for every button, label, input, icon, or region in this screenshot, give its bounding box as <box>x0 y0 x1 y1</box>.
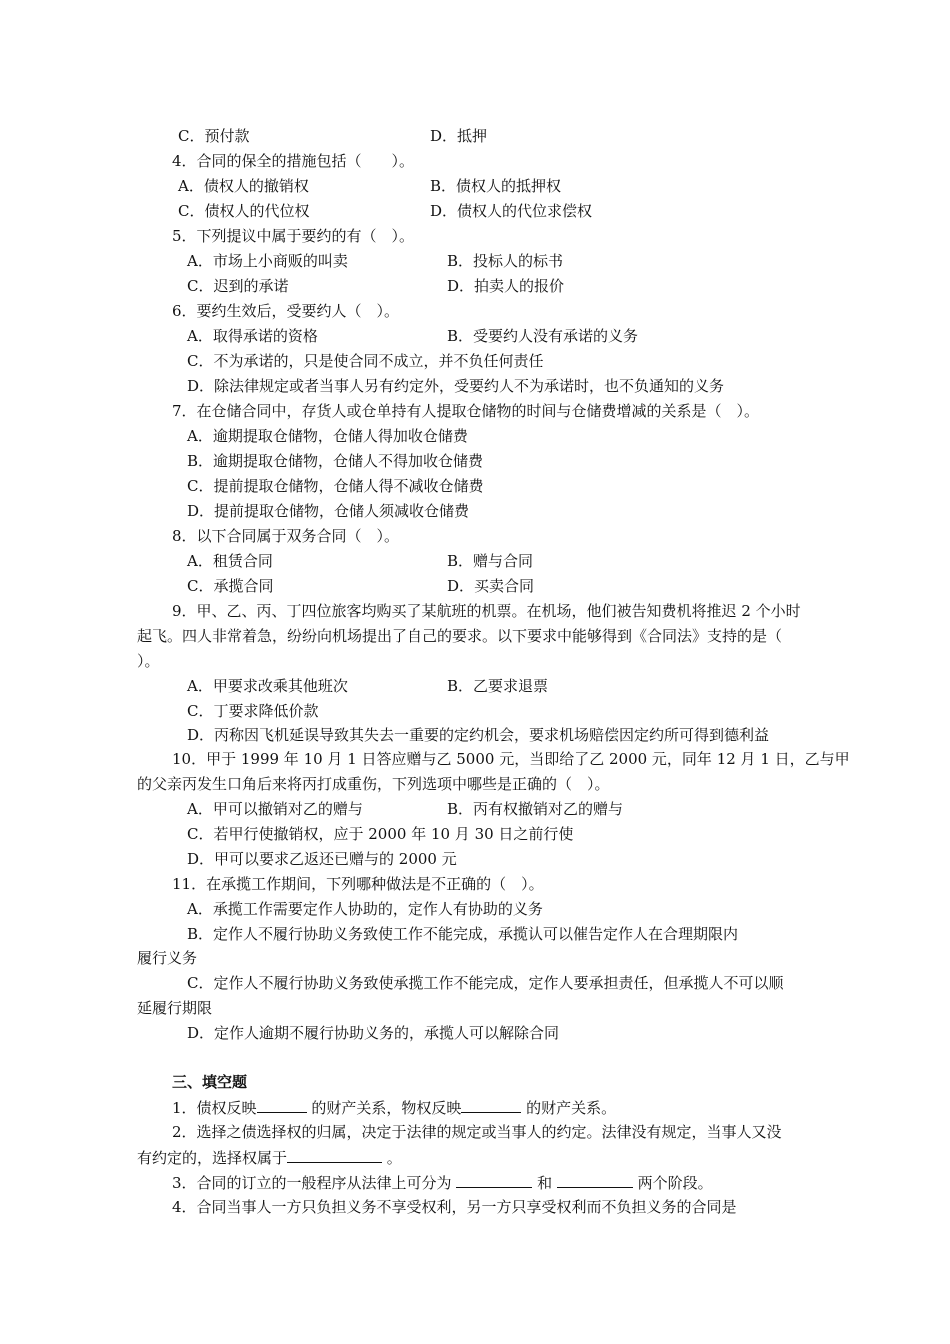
option-q9-d: D．丙称因飞机延误导致其失去一重要的定约机会，要求机场赔偿因定约所可得到德利益 <box>187 726 770 744</box>
fill-2-text-b: 。 <box>382 1149 402 1167</box>
option-q8-a: A．租赁合同 <box>187 552 273 570</box>
fill-question-1 <box>172 1096 616 1119</box>
fill-3-text-b: 和 <box>532 1174 557 1192</box>
fill-question-4: 4．合同当事人一方只负担义务不享受权利，另一方只享受权利而不负担义务的合同是 <box>172 1198 737 1216</box>
option-q4-d: D．债权人的代位求偿权 <box>430 202 593 220</box>
option-q6-a: A．取得承诺的资格 <box>187 327 318 345</box>
option-q11-c-line-2: 延履行期限 <box>137 999 213 1017</box>
option-q4-c: C．债权人的代位权 <box>178 202 310 220</box>
option-q11-b-line-1: B．定作人不履行协助义务致使工作不能完成，承揽认可以催告定作人在合理期限内 <box>187 925 739 943</box>
option-q9-a: A．甲要求改乘其他班次 <box>187 677 348 695</box>
question-9-line-2: 起飞。四人非常着急，纷纷向机场提出了自己的要求。以下要求中能够得到《合同法》支持的是（ <box>137 627 783 645</box>
option-q11-b-line-2: 履行义务 <box>137 949 198 967</box>
option-q7-a: A．逾期提取仓储物，仓储人得加收仓储费 <box>187 427 468 445</box>
option-q8-b: B．赠与合同 <box>447 552 534 570</box>
question-8: 8．以下合同属于双务合同（ ）。 <box>172 527 400 545</box>
question-10-line-2: 的父亲丙发生口角后来将丙打成重伤，下列选项中哪些是正确的（ ）。 <box>137 775 610 793</box>
answer-blank <box>557 1171 633 1188</box>
option-q4-a: A．债权人的撤销权 <box>178 177 309 195</box>
option-q7-c: C．提前提取仓储物，仓储人得不减收仓储费 <box>187 477 484 495</box>
option-q11-d: D．定作人逾期不履行协助义务的，承揽人可以解除合同 <box>187 1024 560 1042</box>
option-q5-b: B．投标人的标书 <box>447 252 564 270</box>
answer-blank <box>456 1171 532 1188</box>
fill-question-3 <box>172 1171 713 1194</box>
question-9-line-3: ）。 <box>137 652 160 670</box>
fill-1-text-a: 1．债权反映 <box>172 1099 257 1117</box>
option-q6-b: B．受要约人没有承诺的义务 <box>447 327 639 345</box>
option-q4-b: B．债权人的抵押权 <box>430 177 562 195</box>
option-q7-d: D．提前提取仓储物，仓储人须减收仓储费 <box>187 502 470 520</box>
option-q5-c: C．迟到的承诺 <box>187 277 289 295</box>
section-heading: 三、填空题 <box>172 1073 248 1091</box>
fill-question-2-line-2 <box>137 1146 402 1169</box>
option-q10-d: D．甲可以要求乙返还已赠与的 2000 元 <box>187 850 457 868</box>
question-6: 6．要约生效后，受要约人（ ）。 <box>172 302 400 320</box>
question-7: 7．在仓储合同中，存货人或仓单持有人提取仓储物的时间与仓储费增减的关系是（ ）。 <box>172 402 760 420</box>
question-9-line-1: 9．甲、乙、丙、丁四位旅客均购买了某航班的机票。在机场，他们被告知费机将推迟 2 个小时 <box>172 602 801 620</box>
option-q9-b: B．乙要求退票 <box>447 677 549 695</box>
fill-1-text-c: 的财产关系。 <box>521 1099 617 1117</box>
option-q5-d: D．拍卖人的报价 <box>447 277 565 295</box>
option-q10-a: A．甲可以撤销对乙的赠与 <box>187 800 363 818</box>
option-q6-c: C．不为承诺的，只是使合同不成立，并不负任何责任 <box>187 352 544 370</box>
option-q11-c-line-1: C．定作人不履行协助义务致使承揽工作不能完成，定作人要承担责任，但承揽人不可以顺 <box>187 974 784 992</box>
fill-question-2-line-1: 2．选择之债选择权的归属，决定于法律的规定或当事人的约定。法律没有规定，当事人又没 <box>172 1123 782 1141</box>
question-5: 5．下列提议中属于要约的有（ ）。 <box>172 227 415 245</box>
fill-3-text-a: 3．合同的订立的一般程序从法律上可分为 <box>172 1174 457 1192</box>
answer-blank <box>461 1096 521 1113</box>
question-11: 11．在承揽工作期间，下列哪种做法是不正确的（ ）。 <box>172 875 544 893</box>
answer-blank <box>287 1146 382 1163</box>
fill-3-text-c: 两个阶段。 <box>632 1174 713 1192</box>
question-4: 4．合同的保全的措施包括（ ）。 <box>172 152 415 170</box>
option-q6-d: D．除法律规定或者当事人另有约定外，受要约人不为承诺时，也不负通知的义务 <box>187 377 725 395</box>
option-q7-b: B．逾期提取仓储物，仓储人不得加收仓储费 <box>187 452 484 470</box>
answer-blank <box>257 1096 307 1113</box>
fill-1-text-b: 的财产关系，物权反映 <box>306 1099 462 1117</box>
option-q8-d: D．买卖合同 <box>447 577 535 595</box>
option-q10-b: B．丙有权撤销对乙的赠与 <box>447 800 624 818</box>
option-q9-c: C．丁要求降低价款 <box>187 702 319 720</box>
option-q3-d: D．抵押 <box>430 127 488 145</box>
option-q10-c: C．若甲行使撤销权，应于 2000 年 10 月 30 日之前行使 <box>187 825 574 843</box>
option-q5-a: A．市场上小商贩的叫卖 <box>187 252 348 270</box>
question-10-line-1: 10．甲于 1999 年 10 月 1 日答应赠与乙 5000 元，当即给了乙 2000 元，同年 12 月 1 日，乙与甲 <box>172 750 850 768</box>
fill-2-text-a: 有约定的，选择权属于 <box>137 1149 288 1167</box>
option-q11-a: A．承揽工作需要定作人协助的，定作人有协助的义务 <box>187 900 543 918</box>
option-q8-c: C．承揽合同 <box>187 577 274 595</box>
option-q3-c: C．预付款 <box>178 127 250 145</box>
